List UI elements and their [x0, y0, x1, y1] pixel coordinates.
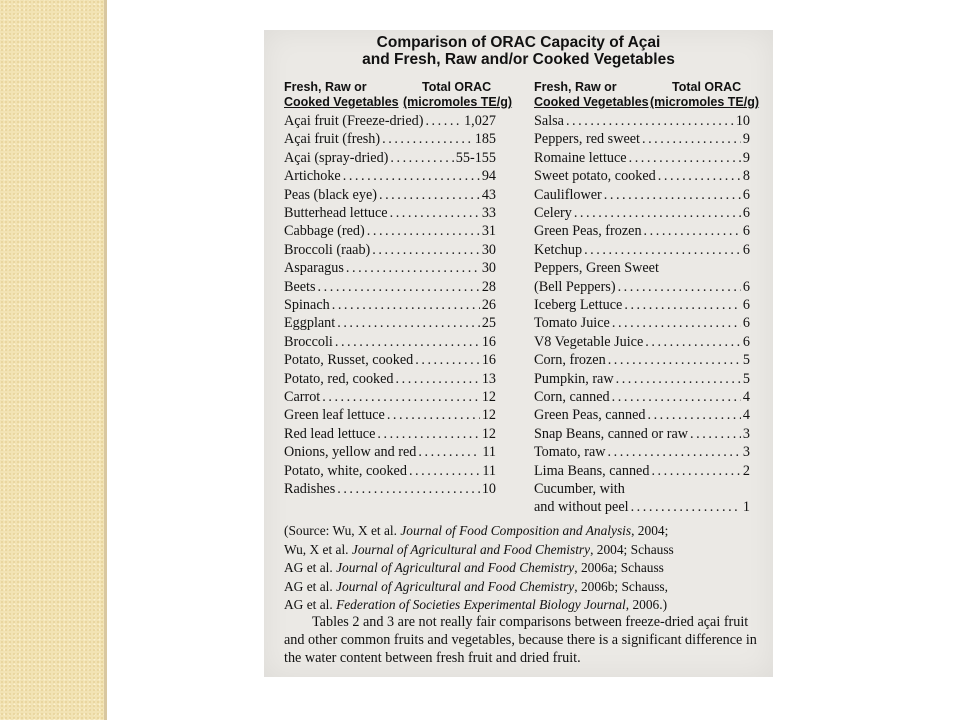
leader-dots [365, 222, 480, 240]
table-row [534, 204, 750, 222]
orac-value: 8 [742, 168, 750, 185]
table-row [534, 388, 750, 406]
vegetable-name: Green leaf lettuce [284, 407, 385, 424]
vegetable-name: Celery [534, 205, 572, 221]
orac-value: 31 [481, 223, 496, 240]
decorative-side-strip [0, 0, 104, 720]
left-header-col2-line2: (micromoles TE/g) [403, 95, 513, 109]
vegetable-name: Beets [284, 278, 316, 295]
table-row [534, 112, 750, 130]
orac-value: 185 [474, 131, 496, 148]
vegetable-name: Eggplant [284, 315, 336, 332]
vegetable-name: Potato, white, cooked [284, 462, 407, 479]
table-row [284, 278, 496, 296]
table-row [284, 259, 496, 277]
leader-dots [377, 186, 480, 204]
vegetable-name: Açai fruit (fresh) [284, 131, 381, 148]
table-row [534, 351, 750, 369]
leader-dots [610, 388, 741, 406]
leader-dots [640, 130, 741, 148]
table-row [534, 498, 750, 516]
orac-value: 11 [482, 444, 496, 461]
vegetable-name: Broccoli [284, 333, 333, 350]
vegetable-name: Cauliflower [534, 186, 602, 203]
table-row [534, 186, 750, 204]
right-header-col2-line1: Total ORAC [672, 80, 742, 94]
leader-dots [616, 278, 741, 296]
vegetable-name: Salsa [534, 113, 564, 129]
table-row [284, 204, 496, 222]
orac-value: 4 [742, 407, 750, 424]
table-row [284, 443, 496, 461]
vegetable-name: Romaine lettuce [534, 149, 627, 166]
orac-value: 10 [481, 481, 496, 497]
vegetable-name: Artichoke [284, 168, 341, 185]
vegetable-name: Potato, Russet, cooked [284, 352, 414, 369]
orac-value: 12 [481, 425, 496, 442]
vegetable-name: Spinach [284, 297, 330, 313]
table-row [284, 462, 496, 480]
table-row [284, 167, 496, 185]
left-header-col1-line2: Cooked Vegetables [284, 95, 399, 109]
orac-value: 16 [481, 352, 496, 369]
orac-value: 11 [482, 462, 496, 479]
table-row [284, 149, 496, 167]
table-row [534, 296, 750, 314]
vegetable-name: Snap Beans, canned or raw [534, 425, 689, 442]
orac-value: 25 [481, 315, 496, 332]
table-row [284, 241, 496, 259]
leader-dots [370, 241, 480, 259]
note-paragraph: Tables 2 and 3 are not really fair comparisons between freeze-dried açai fruit and other common fruits and vegetables, because there is a significant difference in the water content between fresh fruit and dried fruit. [284, 614, 757, 666]
orac-value: 6 [742, 333, 750, 350]
leader-dots [629, 498, 741, 516]
table-row [534, 462, 750, 480]
vegetable-name: Butterhead lettuce [284, 205, 388, 221]
table-row [284, 333, 496, 351]
table-row [534, 259, 750, 277]
vegetable-name: Onions, yellow and red [284, 444, 417, 461]
vegetable-name: Tomato, raw [534, 444, 606, 461]
orac-value: 94 [481, 168, 496, 185]
leader-dots [688, 425, 741, 443]
vegetable-name: Broccoli (raab) [284, 241, 371, 258]
leader-dots [330, 296, 480, 314]
leader-dots [614, 370, 741, 388]
orac-value: 13 [481, 370, 496, 387]
orac-value: 9 [742, 149, 750, 166]
vegetable-name: Red lead lettuce [284, 425, 376, 442]
vegetable-name: Peppers, red sweet [534, 131, 640, 148]
vegetable-name: Ketchup [534, 241, 583, 258]
orac-value: 3 [742, 444, 750, 461]
leader-dots [407, 462, 480, 480]
orac-value: 12 [481, 407, 496, 424]
leader-dots [423, 112, 462, 130]
orac-value: 6 [742, 297, 750, 313]
vegetable-name: V8 Vegetable Juice [534, 333, 644, 350]
leader-dots [333, 333, 480, 351]
vegetable-name: Green Peas, canned [534, 407, 646, 424]
orac-value: 28 [481, 278, 496, 295]
vegetable-name: Carrot [284, 389, 321, 405]
vegetable-name: Pumpkin, raw [534, 370, 614, 387]
scanned-page [264, 30, 773, 677]
table-row [534, 241, 750, 259]
table-row [284, 130, 496, 148]
right-header-col1-line2: Cooked Vegetables [534, 95, 649, 109]
table-row [534, 480, 750, 498]
vegetable-name: Cucumber, with [534, 481, 625, 497]
table-row [534, 130, 750, 148]
table-row [534, 443, 750, 461]
leader-dots [649, 462, 740, 480]
table-row [284, 314, 496, 332]
orac-value: 43 [481, 186, 496, 203]
table-row [284, 425, 496, 443]
leader-dots [385, 406, 480, 424]
orac-value: 5 [742, 370, 750, 387]
orac-value: 6 [742, 315, 750, 332]
vegetable-name: Cabbage (red) [284, 223, 365, 240]
leader-dots [610, 314, 741, 332]
table-row [534, 406, 750, 424]
right-header-col2-line2: (micromoles TE/g) [650, 95, 760, 109]
vegetable-name: Corn, canned [534, 389, 610, 405]
table-row [534, 167, 750, 185]
table-row [284, 222, 496, 240]
orac-value: 6 [742, 223, 750, 240]
leader-dots [388, 149, 453, 167]
leader-dots [582, 241, 741, 259]
table-row [284, 296, 496, 314]
orac-value: 26 [481, 297, 496, 313]
orac-value: 30 [481, 241, 496, 258]
page-title-line-2: and Fresh, Raw and/or Cooked Vegetables [362, 51, 675, 68]
right-header-col1-line1: Fresh, Raw or [534, 80, 617, 94]
side-strip-border [104, 0, 107, 720]
leader-dots [394, 370, 480, 388]
vegetable-name: Açai (spray-dried) [284, 149, 389, 166]
vegetable-name: Peppers, Green Sweet [534, 260, 659, 277]
vegetable-name: and without peel [534, 499, 629, 516]
table-row [284, 186, 496, 204]
leader-dots [320, 388, 480, 406]
orac-value: 5 [742, 352, 750, 369]
orac-value: 6 [742, 241, 750, 258]
leader-dots [335, 314, 480, 332]
orac-value: 4 [742, 389, 750, 405]
leader-dots [388, 204, 480, 222]
leader-dots [344, 259, 480, 277]
vegetable-name: Lima Beans, canned [534, 462, 650, 479]
table-row [284, 406, 496, 424]
table-row [284, 480, 496, 498]
vegetable-name: Tomato Juice [534, 315, 610, 332]
orac-value: 30 [481, 260, 496, 277]
leader-dots [642, 222, 741, 240]
orac-value: 3 [742, 425, 750, 442]
table-row [284, 370, 496, 388]
leader-dots [413, 351, 480, 369]
leader-dots [627, 149, 741, 167]
orac-value: 10 [735, 113, 750, 129]
leader-dots [606, 443, 741, 461]
leader-dots [645, 406, 740, 424]
orac-value: 2 [742, 462, 750, 479]
vegetable-name: Green Peas, frozen [534, 223, 642, 240]
orac-value: 9 [742, 131, 750, 148]
orac-value: 6 [742, 205, 750, 221]
table-row [534, 333, 750, 351]
table-row [534, 370, 750, 388]
vegetable-name: Radishes [284, 481, 336, 497]
vegetable-name: Corn, frozen [534, 352, 606, 369]
vegetable-name: Iceberg Lettuce [534, 297, 623, 313]
leader-dots [416, 443, 480, 461]
left-header-col2-line1: Total ORAC [422, 80, 492, 94]
left-header-col1-line1: Fresh, Raw or [284, 80, 367, 94]
table-row [534, 425, 750, 443]
leader-dots [335, 480, 480, 498]
vegetable-name: Açai fruit (Freeze-dried) [284, 113, 424, 129]
orac-value: 33 [481, 205, 496, 221]
orac-value: 12 [481, 389, 496, 405]
leader-dots [656, 167, 741, 185]
table-row [534, 149, 750, 167]
leader-dots [341, 167, 480, 185]
orac-value: 1,027 [464, 113, 496, 129]
table-row [284, 388, 496, 406]
source-citation: (Source: Wu, X et al. Journal of Food Composition and Analysis, 2004; Wu, X et al. Journal of Agricultural and Food Chemistry, 2004; Schauss AG et al. Journal of Agricultural and Food Chemistry, 2006a; Schauss AG et al. Journal of Agricultural and Food Chemistry, 2006b; Schauss, AG et al. Federation of Societies Experimental Biology Journal, 2006.) [284, 523, 674, 613]
table-row [284, 351, 496, 369]
vegetable-name: Potato, red, cooked [284, 370, 394, 387]
vegetable-name: Peas (black eye) [284, 186, 377, 203]
table-row [534, 314, 750, 332]
orac-value: 16 [481, 333, 496, 350]
vegetable-name: Asparagus [284, 260, 344, 277]
vegetable-name: (Bell Peppers) [534, 278, 616, 295]
orac-value: 6 [742, 186, 750, 203]
leader-dots [606, 351, 741, 369]
leader-dots [643, 333, 741, 351]
leader-dots [380, 130, 473, 148]
orac-value: 55-155 [455, 149, 496, 166]
orac-value: 6 [742, 278, 750, 295]
page-title-line-1: Comparison of ORAC Capacity of Açai [376, 34, 661, 51]
leader-dots [602, 186, 741, 204]
leader-dots [564, 112, 734, 130]
leader-dots [316, 278, 480, 296]
leader-dots [572, 204, 741, 222]
table-row [534, 278, 750, 296]
vegetable-name: Sweet potato, cooked [534, 168, 656, 185]
leader-dots [375, 425, 479, 443]
orac-value: 1 [742, 499, 750, 516]
table-row [534, 222, 750, 240]
leader-dots [622, 296, 741, 314]
table-row [284, 112, 496, 130]
